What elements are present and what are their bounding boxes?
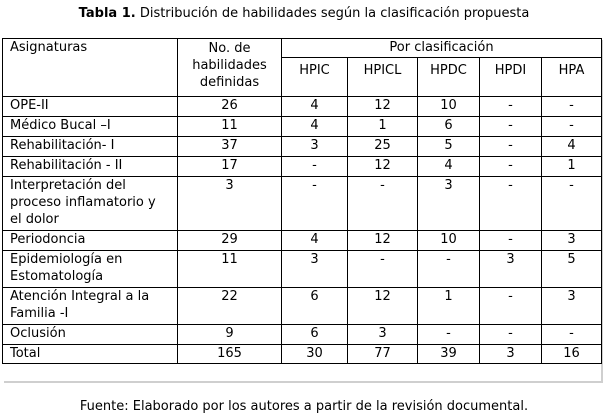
row-count: 37	[178, 137, 282, 157]
header-group	[282, 39, 602, 58]
row-hpdi: -	[480, 231, 542, 251]
row-subject: Oclusión	[3, 325, 178, 345]
row-hpdc: 10	[418, 231, 480, 251]
table-row	[3, 177, 602, 231]
row-subject	[3, 177, 178, 231]
row-hpdi: -	[480, 117, 542, 137]
row-hpdc: 39	[418, 345, 480, 364]
row-hpdc: 3	[418, 177, 480, 231]
row-hpdc: -	[418, 251, 480, 288]
row-count: 11	[178, 117, 282, 137]
row-hpicl: 3	[348, 325, 418, 345]
header-group-text: Por clasificación	[389, 40, 494, 55]
row-subject: OPE-II	[3, 97, 178, 117]
row-hpdi: -	[480, 97, 542, 117]
row-hpa: -	[542, 117, 602, 137]
row-subject	[3, 288, 178, 325]
row-subject-line: Interpretación del	[10, 178, 126, 193]
header-col-hpic: HPIC	[282, 58, 348, 97]
row-subject-line: Familia -I	[10, 306, 69, 321]
row-hpic: 6	[282, 325, 348, 345]
row-hpdi: 3	[480, 251, 542, 288]
table-row	[3, 231, 602, 251]
row-hpa: 3	[542, 288, 602, 325]
row-subject-line: Estomatología	[10, 269, 104, 284]
table-row	[3, 325, 602, 345]
row-hpicl: 77	[348, 345, 418, 364]
table-row	[3, 117, 602, 137]
row-hpicl: -	[348, 177, 418, 231]
row-hpdi: 3	[480, 345, 542, 364]
row-subject	[3, 251, 178, 288]
row-hpa: 1	[542, 157, 602, 177]
row-subject-line: Atención Integral a la	[10, 289, 150, 304]
table-row	[3, 137, 602, 157]
row-hpdi: -	[480, 325, 542, 345]
row-hpdi: -	[480, 177, 542, 231]
row-count: 22	[178, 288, 282, 325]
header-subject	[3, 39, 178, 97]
row-hpa: -	[542, 325, 602, 345]
row-subject: Médico Bucal –I	[3, 117, 178, 137]
row-hpicl: 12	[348, 231, 418, 251]
header-subject-text: Asignaturas	[10, 40, 88, 55]
row-hpicl: 12	[348, 97, 418, 117]
row-hpa: 3	[542, 231, 602, 251]
row-hpa: 5	[542, 251, 602, 288]
header-col-hpdi: HPDI	[480, 58, 542, 97]
row-hpa: 16	[542, 345, 602, 364]
row-hpic: 30	[282, 345, 348, 364]
row-subject: Rehabilitación - II	[3, 157, 178, 177]
total-row	[3, 345, 602, 364]
row-hpicl: 12	[348, 288, 418, 325]
table-row	[3, 288, 602, 325]
row-hpic: -	[282, 157, 348, 177]
row-hpicl: 1	[348, 117, 418, 137]
row-hpicl: 25	[348, 137, 418, 157]
row-hpdi: -	[480, 137, 542, 157]
header-col-hpicl: HPICL	[348, 58, 418, 97]
table-row	[3, 97, 602, 117]
row-hpic: 3	[282, 251, 348, 288]
row-subject-line: Epidemiología en	[10, 252, 123, 267]
row-subject-line: proceso inflamatorio y	[10, 195, 156, 210]
header-col-hpdc: HPDC	[418, 58, 480, 97]
row-hpdi: -	[480, 157, 542, 177]
row-count: 29	[178, 231, 282, 251]
row-subject: Total	[3, 345, 178, 364]
row-hpic: 4	[282, 97, 348, 117]
row-count: 165	[178, 345, 282, 364]
header-count-line3: definidas	[199, 75, 260, 90]
skills-table	[2, 38, 602, 364]
table-row	[3, 251, 602, 288]
table-caption-text: Distribución de habilidades según la clasificación propuesta	[135, 6, 530, 21]
row-hpa: 4	[542, 137, 602, 157]
table-source-note: Fuente: Elaborado por los autores a partir de la revisión documental.	[79, 399, 529, 414]
header-count	[178, 39, 282, 97]
row-hpdi: -	[480, 288, 542, 325]
header-col-hpa: HPA	[542, 58, 602, 97]
row-hpic: 3	[282, 137, 348, 157]
row-count: 11	[178, 251, 282, 288]
row-hpdc: 4	[418, 157, 480, 177]
row-hpicl: 12	[348, 157, 418, 177]
row-count: 17	[178, 157, 282, 177]
row-count: 3	[178, 177, 282, 231]
header-count-line1: No. de	[208, 41, 251, 56]
row-hpdc: 5	[418, 137, 480, 157]
row-hpicl: -	[348, 251, 418, 288]
row-hpdc: -	[418, 325, 480, 345]
row-hpdc: 10	[418, 97, 480, 117]
row-hpdc: 6	[418, 117, 480, 137]
header-row-top	[3, 39, 602, 58]
row-hpa: -	[542, 97, 602, 117]
table-caption-label: Tabla 1.	[78, 6, 136, 21]
row-count: 26	[178, 97, 282, 117]
row-subject-line: el dolor	[10, 212, 59, 227]
row-hpic: 4	[282, 117, 348, 137]
row-hpdc: 1	[418, 288, 480, 325]
row-count: 9	[178, 325, 282, 345]
header-count-line2: habilidades	[192, 58, 267, 73]
row-hpic: 6	[282, 288, 348, 325]
row-hpic: -	[282, 177, 348, 231]
row-subject: Periodoncia	[3, 231, 178, 251]
row-subject: Rehabilitación- I	[3, 137, 178, 157]
table-caption	[0, 6, 608, 22]
row-hpa: -	[542, 177, 602, 231]
table-row	[3, 157, 602, 177]
row-hpic: 4	[282, 231, 348, 251]
